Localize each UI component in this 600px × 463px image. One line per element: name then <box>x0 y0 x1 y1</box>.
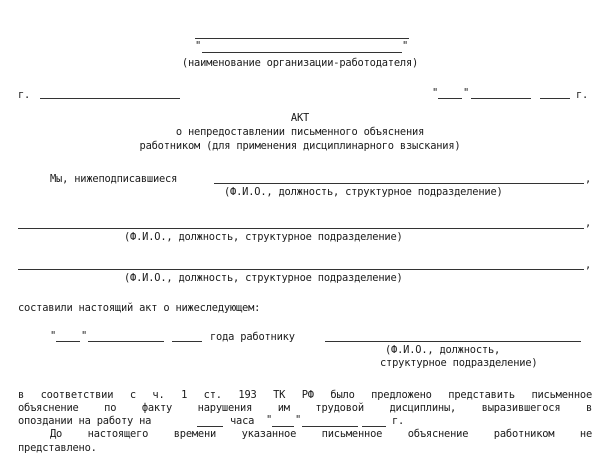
signatory-2-field[interactable] <box>18 228 584 229</box>
signatory-1-caption: (Ф.И.О., должность, структурное подразделение) <box>224 186 503 198</box>
event-month-field[interactable] <box>88 341 164 342</box>
date-year-suffix: г. <box>576 89 589 101</box>
org-quote-open: " <box>195 40 202 52</box>
body-line-4: До настоящего времени указанное письменное объяснение работником не <box>50 428 592 440</box>
late-date-quote-open: " <box>266 414 273 426</box>
body-line-3-suffix: г. <box>392 415 405 427</box>
doc-subtitle-line2: работником (для применения дисциплинарного взыскания) <box>139 140 461 152</box>
body-line-2: объяснение по факту нарушения им трудовой дисциплины, выразившегося в <box>18 402 592 414</box>
event-quote-close: " <box>81 330 88 342</box>
event-quote-open: " <box>50 330 57 342</box>
signatory-2-comma: , <box>585 217 592 229</box>
date-day-field[interactable] <box>438 98 462 99</box>
body-line-3-start: опоздании на работу на <box>18 415 152 427</box>
date-year-field[interactable] <box>540 98 570 99</box>
signatory-3-comma: , <box>585 259 592 271</box>
body-line-3-hours: часа <box>230 415 255 427</box>
date-quote-open: " <box>432 87 439 99</box>
event-day-field[interactable] <box>56 341 80 342</box>
date-quote-close: " <box>463 87 470 99</box>
body-line-5: представлено. <box>18 442 97 454</box>
compiled-statement: составили настоящий акт о нижеследующем: <box>18 302 261 314</box>
signatory-3-caption: (Ф.И.О., должность, структурное подразделение) <box>124 272 403 284</box>
org-name-top-line <box>195 38 409 39</box>
late-date-quote-close: " <box>295 414 302 426</box>
worker-field[interactable] <box>325 341 581 342</box>
org-name-field[interactable] <box>202 52 402 53</box>
doc-subtitle-line1: о непредоставлении письменного объяснения <box>175 126 425 138</box>
signatory-2-caption: (Ф.И.О., должность, структурное подразделение) <box>124 231 403 243</box>
org-name-caption: (наименование организации-работодателя) <box>181 57 419 69</box>
org-quote-close: " <box>402 40 409 52</box>
body-line-1: в соответствии с ч. 1 ст. 193 ТК РФ было предложено представить письменное <box>18 389 592 401</box>
signatory-1-field[interactable] <box>214 183 584 184</box>
signatory-3-field[interactable] <box>18 269 584 270</box>
doc-title: АКТ <box>290 112 310 124</box>
date-month-field[interactable] <box>471 98 531 99</box>
city-prefix: г. <box>18 89 31 101</box>
we-signed-label: Мы, нижеподписавшиеся <box>50 173 178 185</box>
late-hours-field[interactable] <box>197 426 223 427</box>
signatory-1-comma: , <box>585 173 592 185</box>
late-day-field[interactable] <box>272 426 294 427</box>
worker-caption-line2: структурное подразделение) <box>380 357 538 369</box>
event-year-field[interactable] <box>172 341 202 342</box>
city-field[interactable] <box>40 98 180 99</box>
worker-caption-line1: (Ф.И.О., должность, <box>385 344 501 356</box>
late-year-field[interactable] <box>362 426 386 427</box>
late-month-field[interactable] <box>302 426 358 427</box>
year-worker-label: года работнику <box>210 331 295 343</box>
